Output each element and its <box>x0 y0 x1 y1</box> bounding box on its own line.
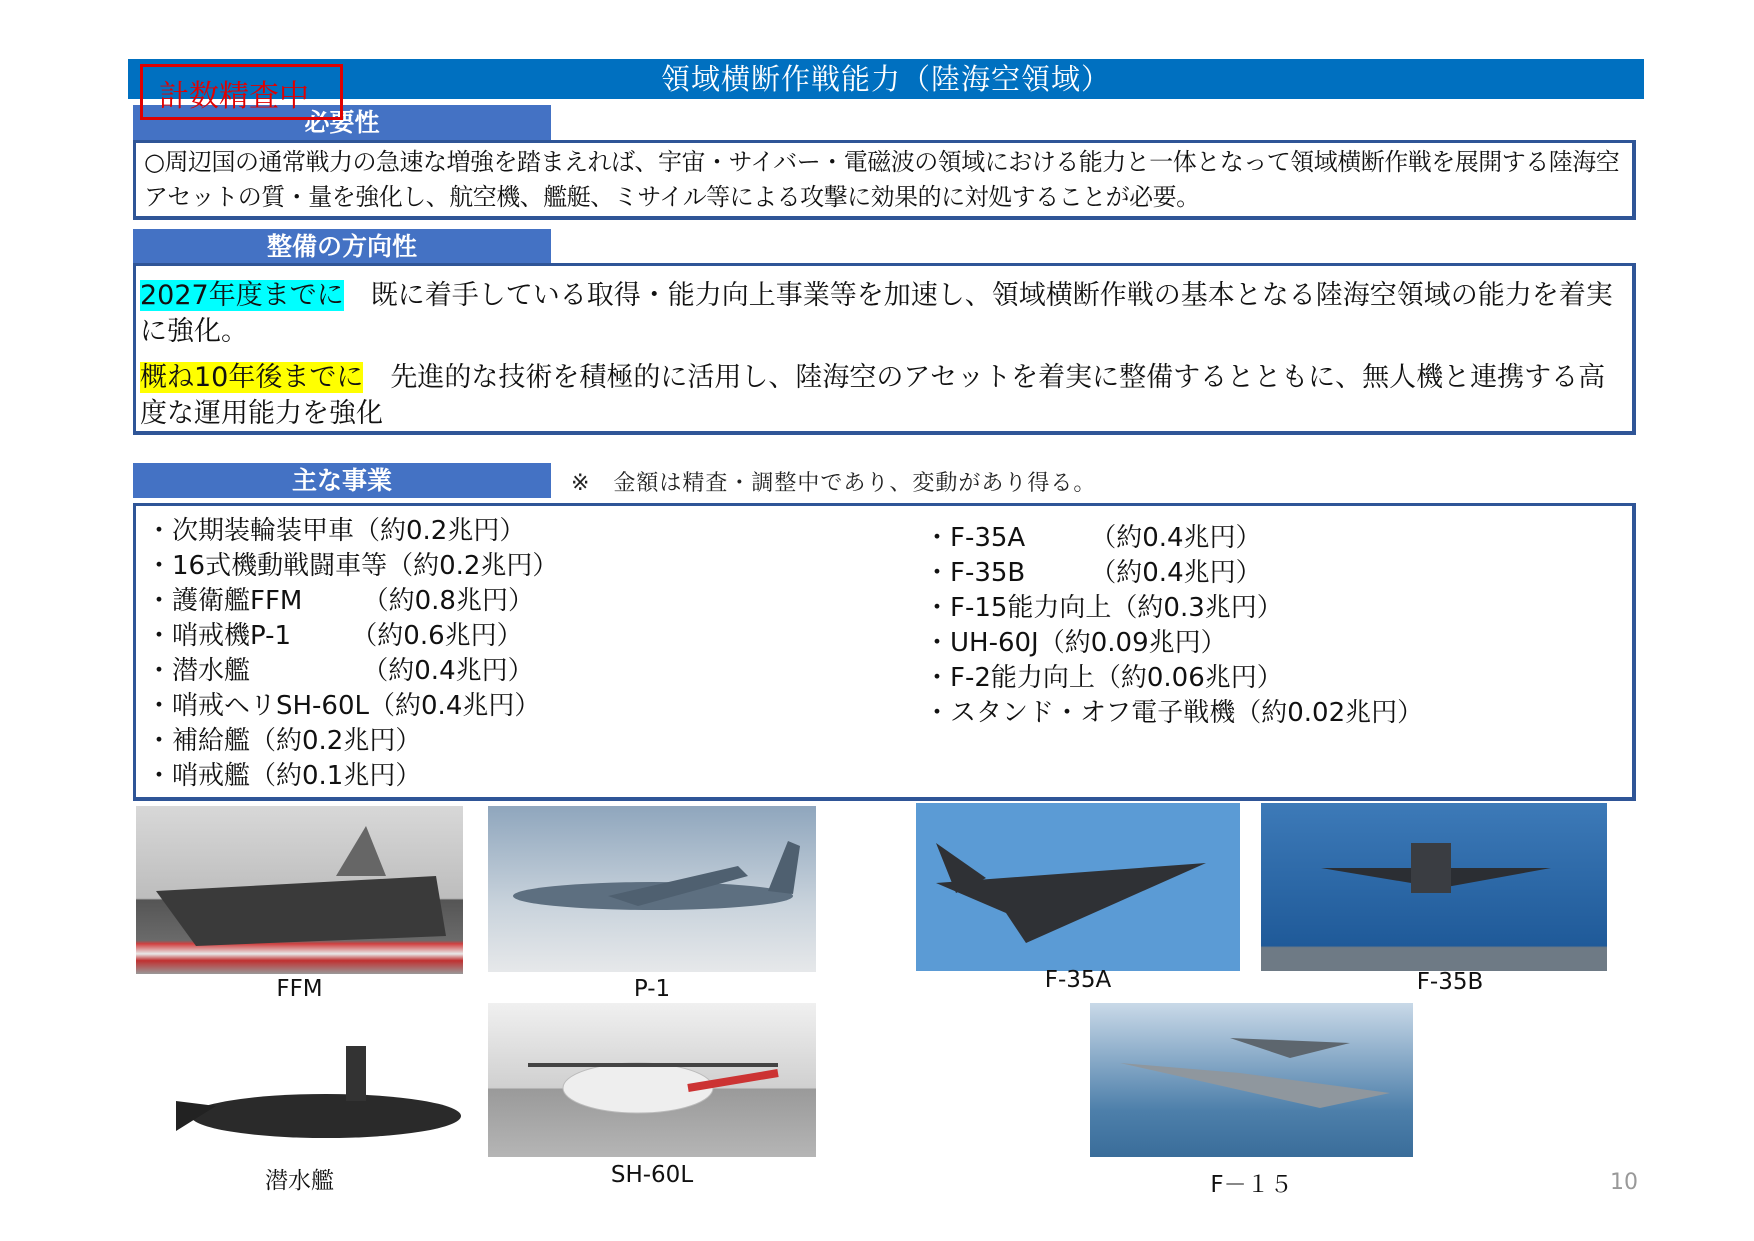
sh60l-caption: SH-60L <box>610 1162 694 1188</box>
page-title: 領域横断作戦能力（陸海空領域） <box>128 59 1644 99</box>
direction-item-10yr <box>140 360 1628 432</box>
submarine-photo <box>136 1006 463 1153</box>
page-number: 10 <box>1610 1170 1638 1195</box>
f35b-caption: F-35B <box>1416 969 1484 995</box>
submarine-caption: 潜水艦 <box>265 1168 334 1194</box>
projects-heading: 主な事業 <box>133 463 551 498</box>
f15-caption: F－１５ <box>1210 1172 1293 1198</box>
project-item: ・UH-60J（約0.09兆円） <box>924 628 1227 658</box>
f35a-photo <box>916 803 1240 971</box>
p1-photo <box>488 806 816 972</box>
f15-photo <box>1090 1003 1413 1157</box>
necessity-heading: 必要性 <box>133 105 551 140</box>
f35b-photo <box>1261 803 1607 971</box>
project-item: ・哨戒ヘリSH-60L（約0.4兆円） <box>146 691 541 721</box>
project-item: ・潜水艦 （約0.4兆円） <box>146 656 534 686</box>
project-item: ・護衛艦FFM （約0.8兆円） <box>146 586 534 616</box>
f35a-caption: F-35A <box>1044 967 1112 993</box>
projects-note: ※ 金額は精査・調整中であり、変動があり得る。 <box>571 471 1097 496</box>
necessity-text: ○周辺国の通常戦力の急速な増強を踏まえれば、宇宙・サイバー・電磁波の領域における能力と一体となって領域横断作戦を展開する陸海空アセットの質・量を強化し、航空機、艦艇、ミサイル等による攻撃に効果的に対処することが必要。 <box>144 148 1620 211</box>
project-item: ・F-35A （約0.4兆円） <box>924 523 1262 553</box>
ffm-caption: FFM <box>276 976 323 1002</box>
direction-text-2027: 既に着手している取得・能力向上事業等を加速し、領域横断作戦の基本となる陸海空領域の能力を着実に強化。 <box>140 280 1613 347</box>
direction-heading: 整備の方向性 <box>133 229 551 264</box>
project-item: ・スタンド・オフ電子戦機（約0.02兆円） <box>924 698 1424 728</box>
project-item: ・F-15能力向上（約0.3兆円） <box>924 593 1283 623</box>
project-item: ・次期装輪装甲車（約0.2兆円） <box>146 516 526 546</box>
ffm-photo <box>136 806 463 974</box>
project-item: ・哨戒艦（約0.1兆円） <box>146 761 422 791</box>
p1-caption: P-1 <box>633 976 671 1002</box>
project-item: ・補給艦（約0.2兆円） <box>146 726 422 756</box>
project-item: ・16式機動戦闘車等（約0.2兆円） <box>146 551 559 581</box>
review-stamp: 計数精査中 <box>140 64 343 120</box>
highlight-2027: 2027年度までに <box>140 280 344 311</box>
direction-item-2027 <box>140 278 1628 350</box>
highlight-10yr: 概ね10年後までに <box>140 362 364 393</box>
sh60l-photo <box>488 1003 816 1157</box>
project-item: ・F-35B （約0.4兆円） <box>924 558 1262 588</box>
necessity-box <box>133 140 1636 220</box>
direction-box <box>133 263 1636 435</box>
direction-text-10yr: 先進的な技術を積極的に活用し、陸海空のアセットを着実に整備するとともに、無人機と連携する高度な運用能力を強化 <box>140 362 1606 429</box>
project-item: ・哨戒機P-1 （約0.6兆円） <box>146 621 523 651</box>
project-item: ・F-2能力向上（約0.06兆円） <box>924 663 1283 693</box>
